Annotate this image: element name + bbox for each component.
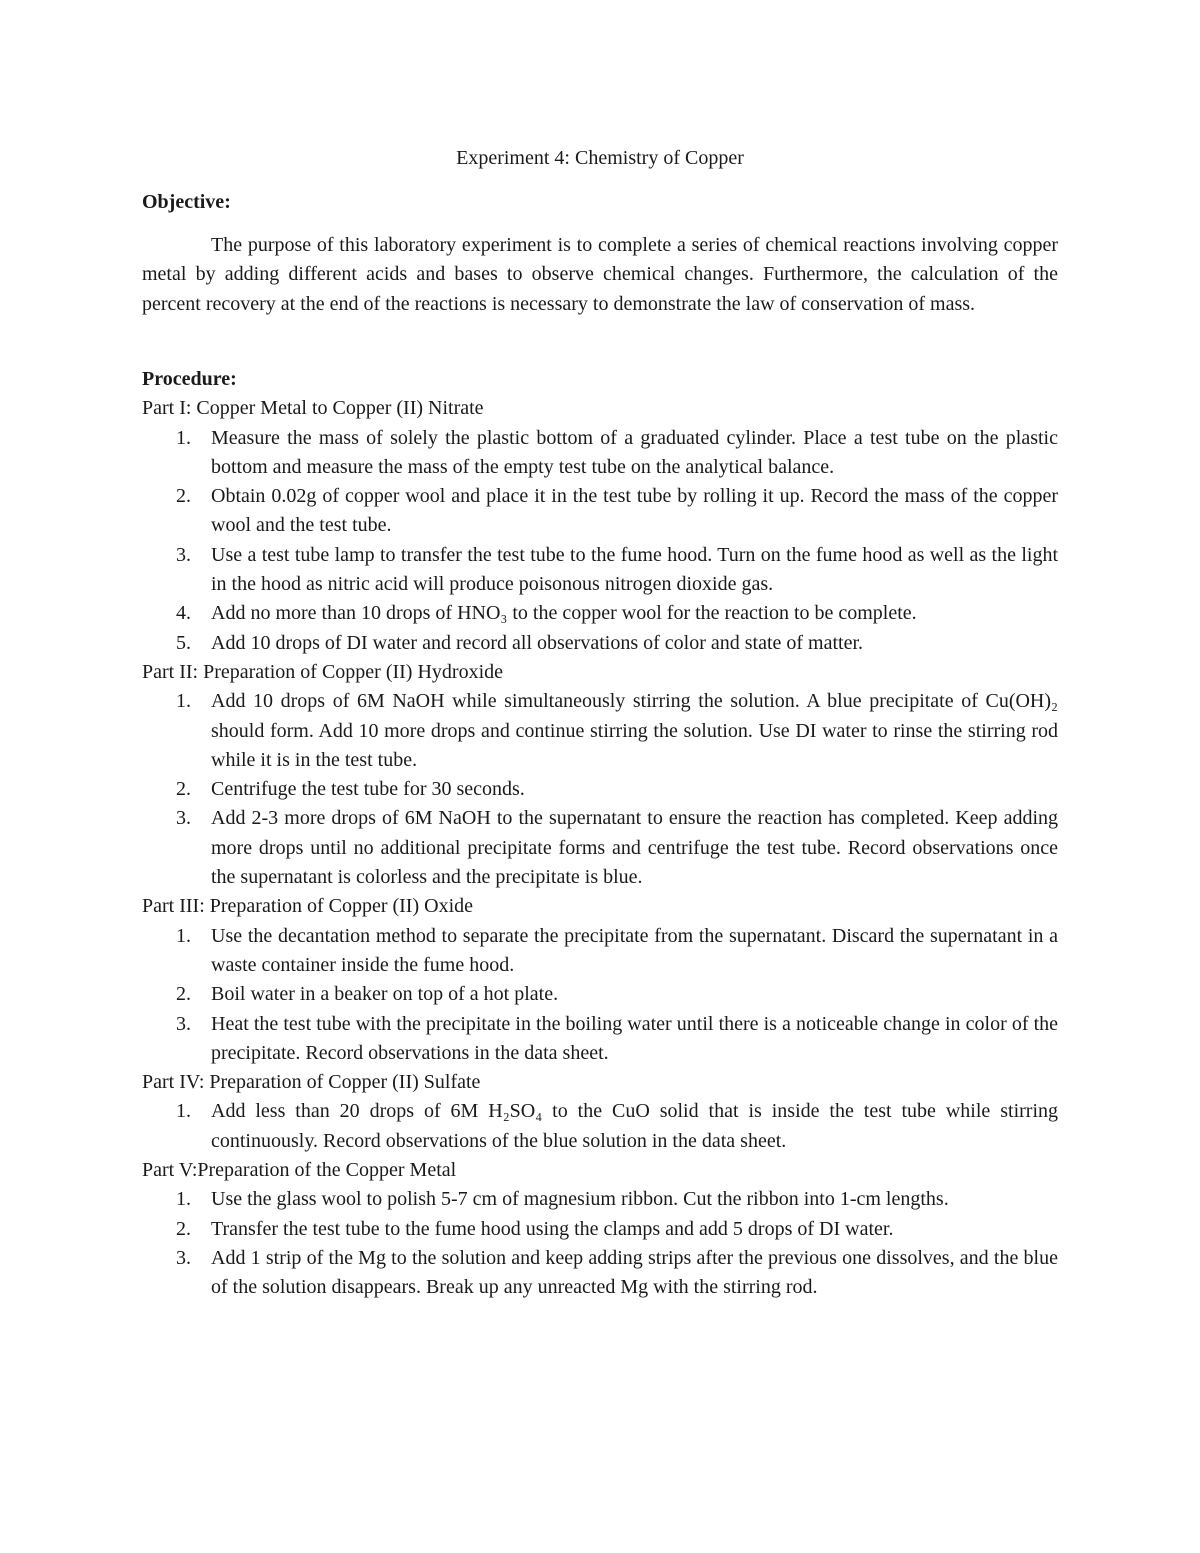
step-text: Add less than 20 drops of 6M H₂SO₄ to the CuO solid that is inside the test tube while stirring continuously. Record observations of the blue solution in the data sheet. [211, 1100, 1058, 1152]
step-list [142, 1185, 1058, 1302]
step-number: 1. [176, 426, 191, 449]
step-number: 5. [176, 631, 191, 654]
document-title: Experiment 4: Chemistry of Copper [456, 147, 744, 169]
step-number: 2. [176, 983, 191, 1006]
list-item [142, 1185, 1058, 1214]
step-number: 3. [176, 1012, 191, 1035]
step-number: 4. [176, 602, 191, 625]
list-item [142, 1215, 1058, 1244]
step-text: Obtain 0.02g of copper wool and place it in the test tube by rolling it up. Record the mass of the copper wool and the test tube. [211, 485, 1058, 537]
step-text: Use the decantation method to separate the precipitate from the supernatant. Discard the supernatant in a waste container inside the fume hood. [211, 924, 1058, 976]
step-number: 3. [176, 807, 191, 830]
step-number: 2. [176, 485, 191, 508]
procedure-part-1 [142, 394, 1058, 658]
step-list [142, 424, 1058, 658]
step-text: Heat the test tube with the precipitate in the boiling water until there is a noticeable change in color of the precipitate. Record observations in the data sheet. [211, 1012, 1058, 1064]
procedure-section [142, 365, 1058, 1303]
list-item [142, 775, 1058, 804]
list-item [142, 1244, 1058, 1303]
procedure-heading: Procedure: [142, 368, 237, 390]
procedure-part-2 [142, 658, 1058, 892]
list-item [142, 482, 1058, 541]
step-list [142, 687, 1058, 892]
list-item [142, 1010, 1058, 1069]
step-text: Add no more than 10 drops of HNO₃ to the copper wool for the reaction to be complete. [211, 602, 917, 625]
part-title: Part IV: Preparation of Copper (II) Sulfate [142, 1071, 481, 1094]
step-text: Transfer the test tube to the fume hood using the clamps and add 5 drops of DI water. [211, 1217, 894, 1240]
step-list [142, 1097, 1058, 1156]
step-number: 1. [176, 1188, 191, 1211]
step-number: 3. [176, 543, 191, 566]
step-text: Measure the mass of solely the plastic bottom of a graduated cylinder. Place a test tube on the plastic bottom and measure the mass of the empty test tube on the analytical balance. [211, 426, 1058, 478]
objective-heading: Objective: [142, 191, 231, 213]
procedure-part-4 [142, 1068, 1058, 1156]
step-number: 1. [176, 924, 191, 947]
step-number: 1. [176, 1100, 191, 1123]
step-number: 3. [176, 1246, 191, 1269]
list-item [142, 922, 1058, 981]
part-title: Part II: Preparation of Copper (II) Hydroxide [142, 660, 503, 683]
step-text: Centrifuge the test tube for 30 seconds. [211, 778, 525, 801]
step-text: Boil water in a beaker on top of a hot plate. [211, 983, 559, 1006]
part-title: Part I: Copper Metal to Copper (II) Nitrate [142, 397, 484, 420]
step-text: Add 10 drops of 6M NaOH while simultaneously stirring the solution. A blue precipitate of Cu(OH)₂ should form. Add 10 more drops and continue stirring the solution. Use DI water to rinse the stirring rod while it is in the test tube. [211, 690, 1058, 771]
step-text: Use the glass wool to polish 5-7 cm of magnesium ribbon. Cut the ribbon into 1-cm lengths. [211, 1188, 949, 1211]
list-item [142, 541, 1058, 600]
step-number: 2. [176, 1217, 191, 1240]
objective-paragraph: The purpose of this laboratory experiment is to complete a series of chemical reactions involving copper metal by adding different acids and bases to observe chemical changes. Furthermore, the calculation of the percent recovery at the end of the reactions is necessary to demonstrate the law of conservation of mass. [142, 234, 1058, 315]
procedure-part-5 [142, 1156, 1058, 1302]
step-text: Add 1 strip of the Mg to the solution and keep adding strips after the previous one dissolves, and the blue of the solution disappears. Break up any unreacted Mg with the stirring rod. [211, 1246, 1058, 1299]
procedure-part-3 [142, 892, 1058, 1068]
list-item [142, 424, 1058, 483]
step-text: Add 2-3 more drops of 6M NaOH to the supernatant to ensure the reaction has completed. Keep adding more drops until no additional precipitate forms and centrifuge the test tube. Record observations once the supernatant is colorless and the precipitate is blue. [211, 807, 1058, 889]
list-item [142, 980, 1058, 1009]
list-item [142, 1097, 1058, 1156]
step-number: 2. [176, 778, 191, 801]
step-number: 1. [176, 690, 191, 713]
part-title: Part III: Preparation of Copper (II) Oxide [142, 895, 473, 918]
list-item [142, 599, 1058, 628]
list-item [142, 804, 1058, 892]
step-text: Add 10 drops of DI water and record all observations of color and state of matter. [211, 631, 864, 654]
step-text: Use a test tube lamp to transfer the test tube to the fume hood. Turn on the fume hood as well as the light in the hood as nitric acid will produce poisonous nitrogen dioxide gas. [211, 543, 1058, 596]
part-title: Part V:Preparation of the Copper Metal [142, 1159, 457, 1182]
list-item [142, 687, 1058, 775]
list-item [142, 629, 1058, 658]
step-list [142, 922, 1058, 1068]
